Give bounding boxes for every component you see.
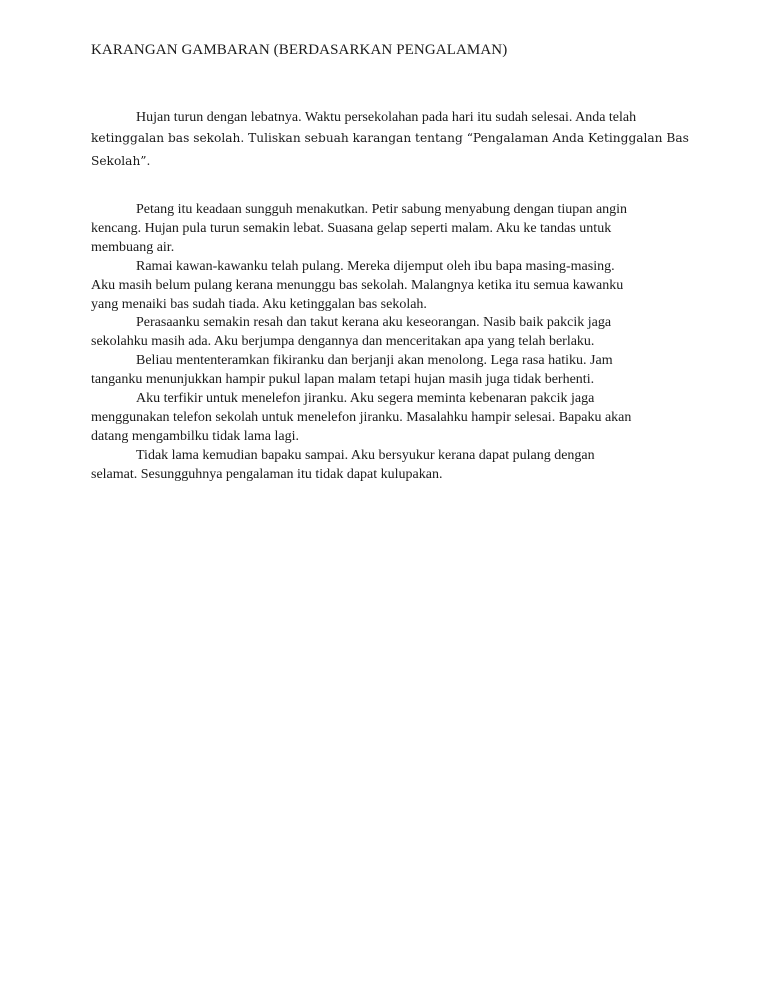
paragraph-line: kencang. Hujan pula turun semakin lebat. Suasana gelap seperti malam. Aku ke tandas untuk <box>91 220 612 236</box>
paragraph-line: Ramai kawan-kawanku telah pulang. Mereka dijemput oleh ibu bapa masing-masing. <box>136 258 615 274</box>
paragraph-line: membuang air. <box>91 239 175 255</box>
essay-paragraph <box>91 352 691 390</box>
prompt-line: Sekolah”. <box>91 154 151 168</box>
prompt-line: Hujan turun dengan lebatnya. Waktu persekolahan pada hari itu sudah selesai. Anda telah <box>136 110 637 125</box>
paragraph-line: menggunakan telefon sekolah untuk menelefon jiranku. Masalahku hampir selesai. Bapaku akan <box>91 409 632 425</box>
page-title: KARANGAN GAMBARAN (BERDASARKAN PENGALAMAN) <box>91 42 508 58</box>
essay-paragraph <box>91 314 691 352</box>
paragraph-line: Beliau mententeramkan fikiranku dan berjanji akan menolong. Lega rasa hatiku. Jam <box>136 353 613 369</box>
paragraph-line: Tidak lama kemudian bapaku sampai. Aku bersyukur kerana dapat pulang dengan <box>136 447 595 463</box>
essay-paragraph <box>91 201 691 258</box>
prompt-line: ketinggalan bas sekolah. Tuliskan sebuah karangan tentang “Pengalaman Anda Ketinggalan Bas <box>91 131 689 145</box>
paragraph-line: Petang itu keadaan sungguh menakutkan. Petir sabung menyabung dengan tiupan angin <box>136 202 628 217</box>
paragraph-line: Perasaanku semakin resah dan takut kerana aku keseorangan. Nasib baik pakcik jaga <box>136 315 612 331</box>
paragraph-line: sekolahku masih ada. Aku berjumpa dengannya dan menceritakan apa yang telah berlaku. <box>91 334 595 350</box>
essay-paragraph <box>91 258 691 315</box>
paragraph-line: selamat. Sesungguhnya pengalaman itu tidak dapat kulupakan. <box>91 466 443 482</box>
essay-paragraph <box>91 390 691 447</box>
paragraph-line: datang mengambilku tidak lama lagi. <box>91 428 299 444</box>
paragraph-line: Aku terfikir untuk menelefon jiranku. Aku segera meminta kebenaran pakcik jaga <box>136 391 595 407</box>
essay-body <box>91 201 691 485</box>
essay-paragraph <box>91 447 691 485</box>
paragraph-line: yang menaiki bas sudah tiada. Aku ketinggalan bas sekolah. <box>91 296 427 312</box>
paragraph-line: tanganku menunjukkan hampir pukul lapan malam tetapi hujan masih juga tidak berhenti. <box>91 372 595 388</box>
essay-prompt <box>91 108 691 173</box>
paragraph-line: Aku masih belum pulang kerana menunggu bas sekolah. Malangnya ketika itu semua kawanku <box>91 277 624 293</box>
